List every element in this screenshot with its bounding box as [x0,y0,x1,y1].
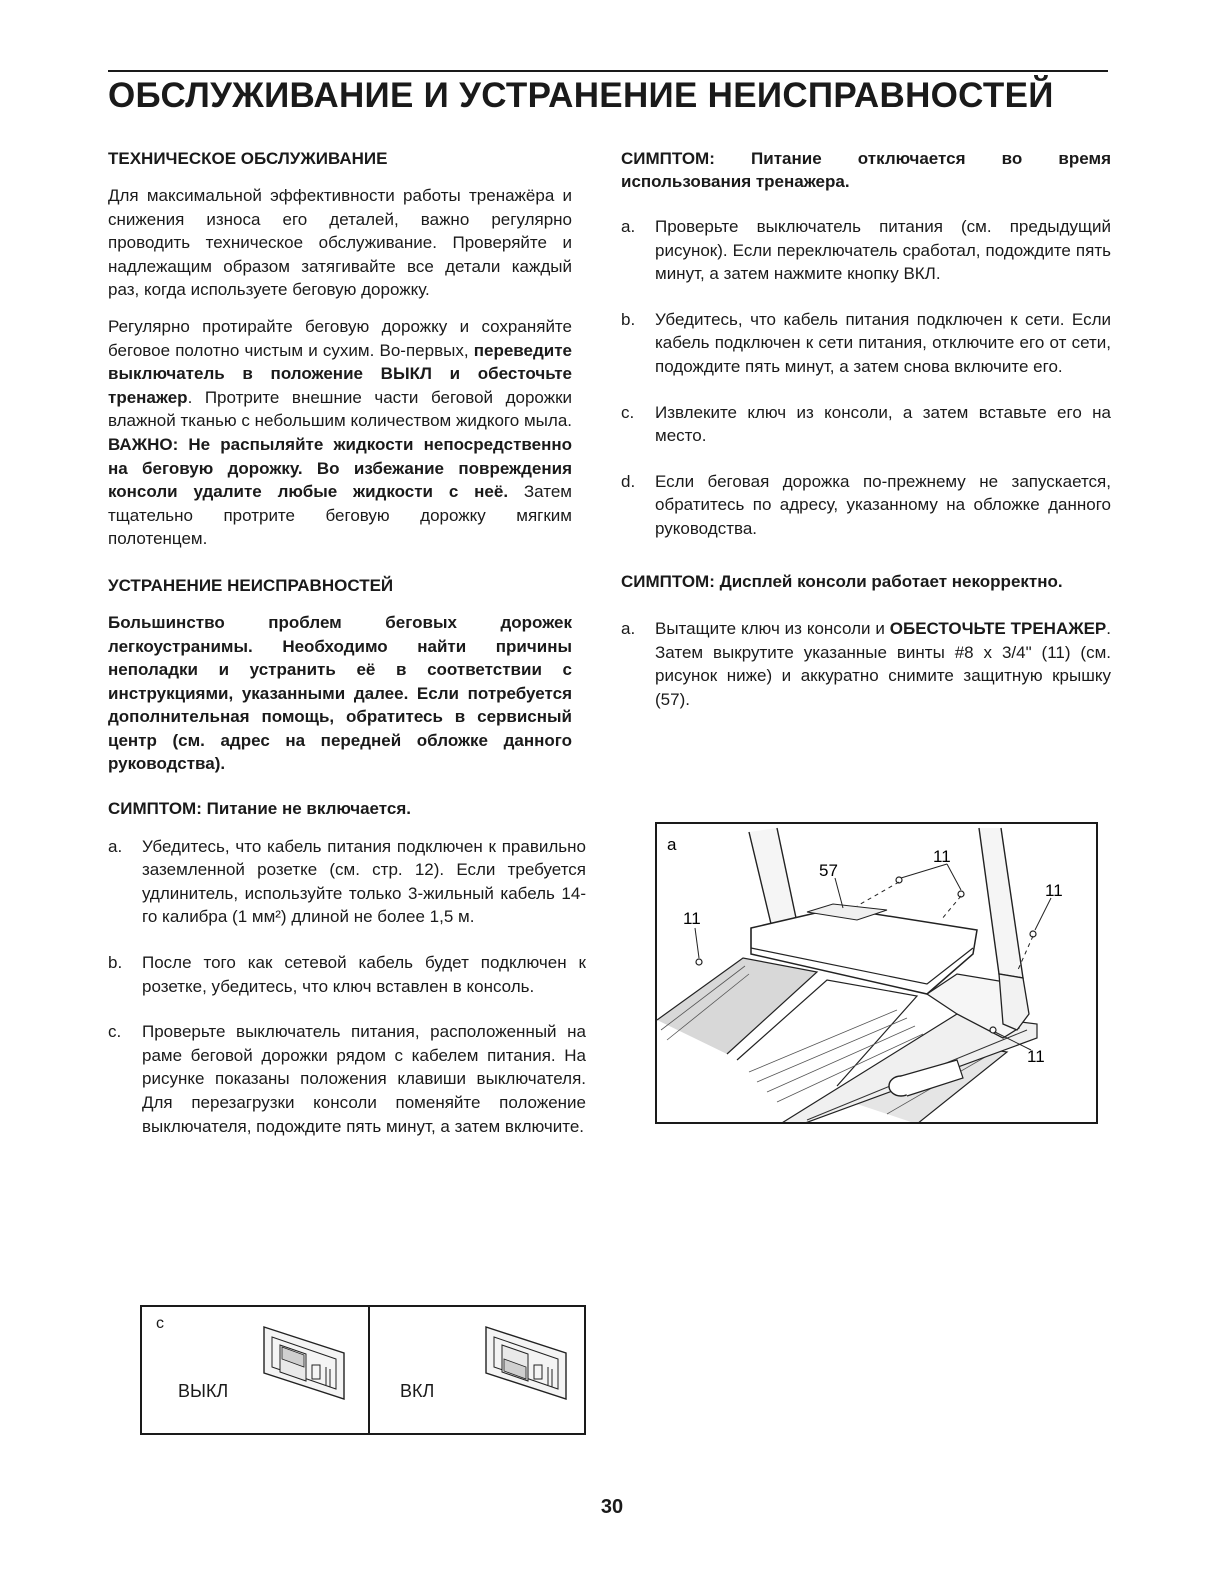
symptom-2-title: СИМПТОМ: Питание отключается во время использования тренажера. [621,149,1111,191]
para2-text-e: Затем тщательно протрите беговую дорожку мягким полотенцем. [108,482,572,549]
para2-text-c: . Протрите внешние части беговой дорожки влажной тканью с небольшим количеством жидкого мыла. [108,387,572,431]
switch-off-label: ВЫКЛ [178,1381,229,1401]
page-number: 30 [600,1496,624,1518]
switch-on-icon [482,1323,572,1403]
symptom-1-steps [108,835,586,1139]
title-rule [108,70,1108,72]
part-label-11-bottom: 11 [1027,1047,1045,1066]
para2-bold-power-off: переведите выключатель в положение ВЫКЛ и обесточьте тренажер [108,340,572,407]
figure-c-power-switch [140,1305,586,1435]
symptom-3-steps [621,617,1111,711]
figure-divider [368,1307,370,1433]
right-column [621,148,1111,733]
list-item: a. Вытащите ключ из консоли и ОБЕСТОЧЬТЕ ТРЕНАЖЕР. Затем выкрутите указанные винты #8 x 3/4" (11) (см. рисунок ниже) и аккуратно снимите защитную крышку (57). [621,619,1112,709]
para2-text-a: Регулярно протирайте беговую дорожку и сохраняйте беговое полотно чистым и сухим. Во-первых, [108,316,572,360]
list-item: b. После того как сетевой кабель будет подключен к розетке, убедитесь, что ключ вставлен в консоль. [108,952,586,996]
symptom-2-steps [621,215,1111,541]
figure-c-letter: c [156,1315,164,1332]
part-label-57: 57 [819,861,838,880]
figure-a-console-cover [655,822,1098,1124]
part-label-11-top: 11 [933,847,951,866]
list-item: d. Если беговая дорожка по-прежнему не запускается, обратитесь по адресу, указанному на обложке данного руководства. [621,471,1111,538]
symptom-1-title: СИМПТОМ: Питание не включается. [108,799,411,819]
maintenance-paragraph-2 [108,315,572,551]
symptom-3-title: СИМПТОМ: Дисплей консоли работает некорректно. [621,571,1063,591]
list-item: a. Проверьте выключатель питания (см. предыдущий рисунок). Если переключатель сработал, подождите пять минут, а затем нажмите кнопку ВКЛ. [621,217,1111,284]
part-label-11-right: 11 [1045,881,1063,900]
treadmill-drawing [657,824,1098,1124]
switch-off-icon [260,1323,350,1403]
troubleshooting-intro: Большинство проблем беговых дорожек легкоустранимы. Необходимо найти причины неполадки и устранить её в соответствии с инструкциями, указанными далее. Если потребуется дополнительная помощь, обратитесь в сервисный центр (см. адрес на передней обложке данного руководства). [108,612,572,774]
part-label-11-left: 11 [683,909,701,928]
maintenance-paragraph-1: Для максимальной эффективности работы тренажёра и снижения износа его деталей, важно регулярно проводить техническое обслуживание. Проверяйте и надлежащим образом затягивайте все детали каждый раз, когда используете беговую дорожку. [108,186,572,300]
list-item: a. Убедитесь, что кабель питания подключен к правильно заземленной розетке (см. стр. 12). Если требуется удлинитель, используйте только 3-жильный кабель 14-го калибра (1 мм²) длиной не более 1,5 м. [108,836,586,927]
troubleshooting-heading: УСТРАНЕНИЕ НЕИСПРАВНОСТЕЙ [108,575,394,595]
list-item: c. Проверьте выключатель питания, расположенный на раме беговой дорожки рядом с кабелем питания. На рисунке показаны положения клавиши выключателя. Для перезагрузки консоли поменяйте положение выключателя, подождите пять минут, а затем включите. [108,1022,586,1136]
left-column [108,148,586,1160]
list-item: b. Убедитесь, что кабель питания подключен к сети. Если кабель подключен к сети питания, отключите его от сети, подождите пять минут, а затем снова включите его. [621,309,1111,376]
maintenance-heading: ТЕХНИЧЕСКОЕ ОБСЛУЖИВАНИЕ [108,149,388,168]
para2-bold-warning: ВАЖНО: Не распыляйте жидкости непосредственно на беговую дорожку. Во избежание повреждения консоли удалите любые жидкости с неё. [108,434,572,502]
switch-on-label: ВКЛ [400,1381,435,1401]
list-item: c. Извлеките ключ из консоли, а затем вставьте его на место. [621,402,1111,446]
figure-a-letter: a [667,835,677,854]
page-title: ОБСЛУЖИВАНИЕ И УСТРАНЕНИЕ НЕИСПРАВНОСТЕЙ [108,76,1054,115]
